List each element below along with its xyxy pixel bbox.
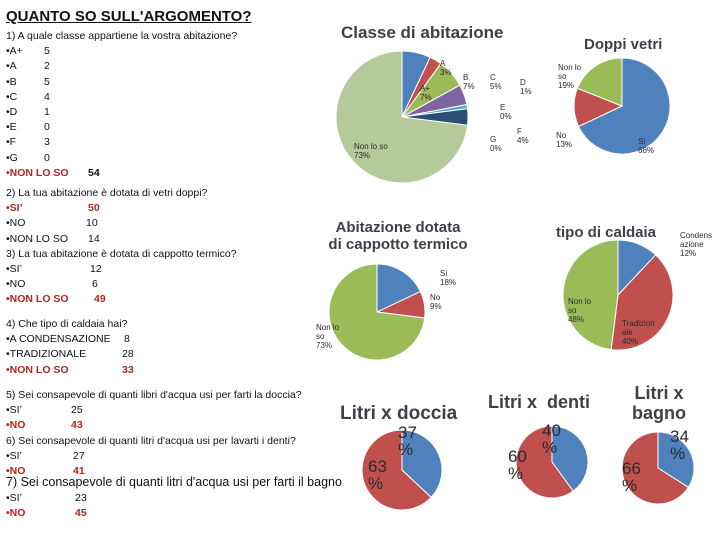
question-5-block xyxy=(6,388,302,479)
answer-value: 49 xyxy=(94,293,106,306)
pie-label-classe-non-lo-so: Non lo so 73% xyxy=(354,142,388,160)
question-1-text: 1) A quale classe appartiene la vostra abitazione? xyxy=(6,30,238,42)
answer-row xyxy=(6,90,237,105)
pie-label-classe-a-: A+ 7% xyxy=(420,84,432,102)
answer-value: 25 xyxy=(71,404,83,417)
pie-label-caldaia-non-lo-so: Non lo so 48% xyxy=(568,297,592,324)
question-7-text: 7) Sei consapevole di quanti litri d'acqua usi per farti il bagno xyxy=(6,475,342,489)
answer-value: 8 xyxy=(124,333,130,346)
answer-label: •NO xyxy=(6,507,26,520)
answer-row xyxy=(6,75,237,90)
answer-row xyxy=(6,201,237,216)
answer-value: 6 xyxy=(92,278,98,291)
question-3-text: 3) La tua abitazione è dotata di cappotto termico? xyxy=(6,247,237,260)
pie-label-doccia-no: 63 % xyxy=(368,457,387,493)
pie-chart-doccia xyxy=(354,423,464,514)
answer-value: 50 xyxy=(88,202,100,215)
answer-label: •NON LO SO xyxy=(6,363,69,376)
answer-row xyxy=(6,151,237,166)
answer-label: •A xyxy=(6,60,17,73)
pie-chart-vetri xyxy=(538,56,708,158)
pie-label-vetri-non-lo-so: Non lo so 19% xyxy=(558,63,582,90)
answer-value: 3 xyxy=(44,136,50,149)
pie-chart-cappotto xyxy=(312,262,472,362)
answer-value: 10 xyxy=(86,217,98,230)
pie-chart-caldaia xyxy=(560,222,713,360)
answer-label: •NO xyxy=(6,419,26,432)
answer-value: 41 xyxy=(73,464,85,477)
answer-label: •G xyxy=(6,151,18,164)
pie-chart-classe xyxy=(340,44,530,186)
chart-title-denti: Litri x denti xyxy=(488,392,591,412)
answer-value: 45 xyxy=(75,507,87,520)
answer-row xyxy=(6,277,237,292)
answer-value: 0 xyxy=(44,151,50,164)
answer-row xyxy=(6,449,302,464)
answer-row xyxy=(6,120,237,135)
answer-label: •NON LO SO xyxy=(6,166,69,179)
question-7-block xyxy=(6,474,342,521)
pie-label-cappotto-si: Si 18% xyxy=(440,269,457,287)
pie-label-classe-d: D 1% xyxy=(520,78,532,96)
pie-label-vetri-si: Si 68% xyxy=(638,137,655,155)
question-2-block xyxy=(6,186,237,308)
answer-label: •F xyxy=(6,136,17,149)
pie-label-bagno-si: 34 % xyxy=(670,427,689,463)
answer-row xyxy=(6,262,237,277)
answer-row xyxy=(6,491,342,506)
question-2-text: 2) La tua abitazione è dotata di vetri doppi? xyxy=(6,187,208,199)
answer-value: 14 xyxy=(88,232,100,245)
answer-value: 43 xyxy=(71,419,83,432)
answer-label: •SI’ xyxy=(6,492,22,504)
answer-label: •SI’ xyxy=(6,262,22,275)
pie-label-caldaia-condensazione: Condens azione 12% xyxy=(680,231,713,258)
pie-label-cappotto-non-lo-so: Non lo so 73% xyxy=(316,323,340,350)
question-4-text: 4) Che tipo di caldaia hai? xyxy=(6,318,128,330)
answer-value: 2 xyxy=(44,60,50,73)
answer-label: •E xyxy=(6,121,17,134)
pie-label-bagno-no: 66 % xyxy=(622,459,641,495)
answer-row xyxy=(6,403,302,418)
answer-row xyxy=(6,332,130,347)
pie-label-classe-e: E 0% xyxy=(500,103,512,121)
answer-label: •NON LO SO xyxy=(6,232,69,245)
answer-row xyxy=(6,292,237,307)
answer-row xyxy=(6,363,134,378)
answer-value: 28 xyxy=(122,348,134,361)
pie-label-classe-g: G 0% xyxy=(490,135,502,153)
answer-row xyxy=(6,216,237,231)
answer-label: •A+ xyxy=(6,45,23,58)
answer-value: 54 xyxy=(88,166,100,179)
chart-title-caldaia: tipo di caldaia xyxy=(556,224,657,241)
pie-label-caldaia-tradizionale: Tradizion ale 40% xyxy=(622,319,655,346)
answer-label: •B xyxy=(6,75,17,88)
pie-chart-bagno xyxy=(612,428,712,512)
pie-label-denti-no: 60 % xyxy=(508,447,527,483)
answer-label: •SI’ xyxy=(6,404,22,417)
answer-label: •A CONDENSAZIONE xyxy=(6,333,111,346)
chart-title-classe: Classe di abitazione xyxy=(341,23,504,42)
answer-value: 5 xyxy=(44,45,50,58)
answer-row xyxy=(6,135,237,150)
pie-label-classe-c: C 5% xyxy=(490,73,502,91)
answer-value: 1 xyxy=(44,105,50,118)
pie-slice-caldaia-non-lo-so xyxy=(563,240,618,350)
answer-row xyxy=(6,347,134,362)
pie-label-classe-b: B 7% xyxy=(463,73,475,91)
answer-value: 33 xyxy=(122,363,134,376)
answer-row xyxy=(6,105,237,120)
pie-label-cappotto-no: No 9% xyxy=(430,293,442,311)
pie-label-classe-f: F 4% xyxy=(517,127,529,145)
page-title: QUANTO SO SULL'ARGOMENTO? xyxy=(6,8,252,25)
question-1-block xyxy=(6,29,237,181)
pie-chart-denti xyxy=(502,421,602,500)
answer-label: •TRADIZIONALE xyxy=(6,348,87,361)
answer-row xyxy=(6,418,302,433)
answer-value: 27 xyxy=(73,449,85,462)
question-5-text: 5) Sei consapevole di quanti libri d'acqua usi per farti la doccia? xyxy=(6,389,302,401)
answer-label: •C xyxy=(6,90,18,103)
answer-label: •SI’ xyxy=(6,202,23,215)
answer-value: 12 xyxy=(90,262,102,275)
answer-value: 5 xyxy=(44,75,50,88)
pie-label-vetri-no: No 13% xyxy=(556,131,573,149)
chart-title-bagno: Litri x bagno xyxy=(632,383,686,423)
pie-label-denti-si: 40 % xyxy=(542,421,561,457)
answer-value: 23 xyxy=(75,492,87,504)
pie-label-doccia-si: 37 % xyxy=(398,423,417,459)
answer-row xyxy=(6,44,237,59)
answer-label: •NON LO SO xyxy=(6,293,69,306)
answer-row xyxy=(6,59,237,74)
answer-row xyxy=(6,166,237,181)
answer-label: •SI’ xyxy=(6,449,22,462)
answer-label: •D xyxy=(6,105,18,118)
question-6-text: 6) Sei consapevole di quanti litri d'acqua usi per lavarti i denti? xyxy=(6,434,296,447)
answer-row xyxy=(6,232,237,247)
question-4-block xyxy=(6,317,134,378)
answer-label: •NO xyxy=(6,464,26,477)
answer-value: 0 xyxy=(44,121,50,134)
chart-title-cappotto: Abitazione dotata di cappotto termico xyxy=(328,219,468,253)
chart-title-vetri: Doppi vetri xyxy=(584,36,663,53)
pie-label-classe-a: A 3% xyxy=(440,59,452,77)
answer-label: •NO xyxy=(6,217,26,230)
answer-value: 4 xyxy=(44,90,50,103)
answer-row xyxy=(6,506,342,521)
answer-label: •NO xyxy=(6,278,26,291)
chart-title-doccia: Litri x doccia xyxy=(340,403,458,424)
